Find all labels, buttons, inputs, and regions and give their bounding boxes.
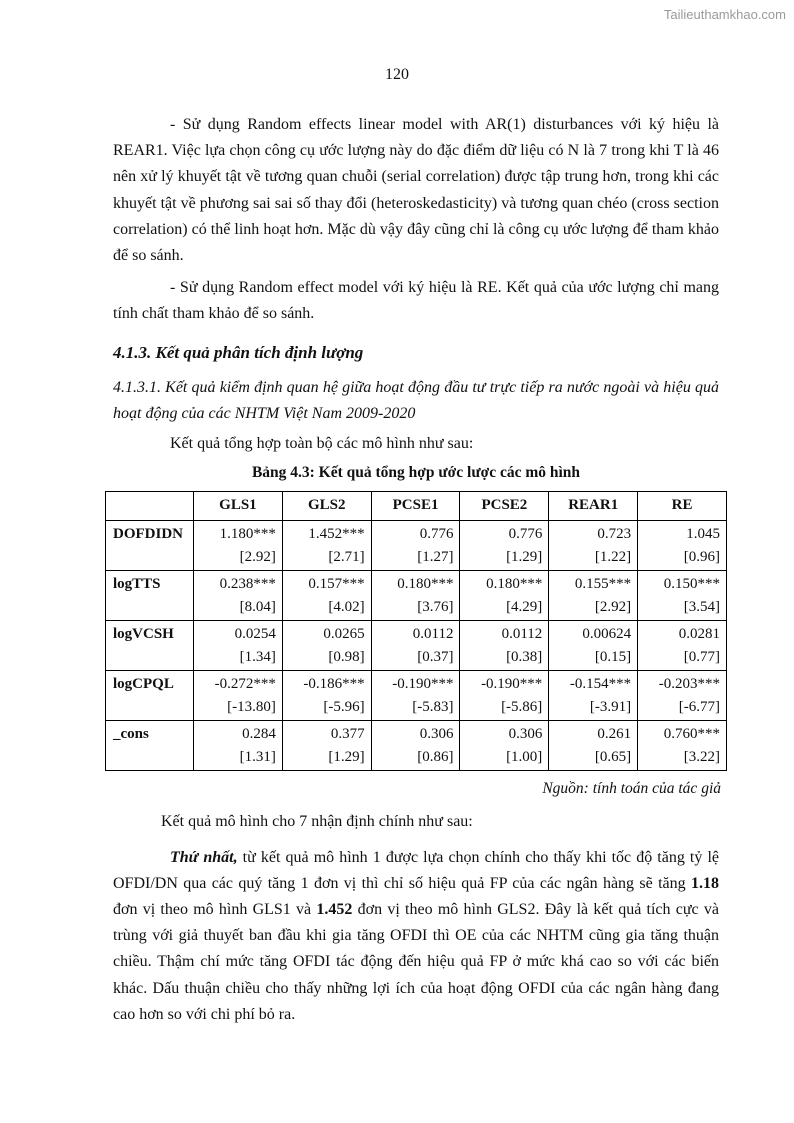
- header-gls2: GLS2: [282, 491, 371, 520]
- coefficient-value: 0.776: [419, 525, 454, 542]
- table-cell: [460, 620, 549, 670]
- table-cell: [549, 670, 638, 720]
- header-empty: [106, 491, 194, 520]
- table-cell: [194, 520, 283, 570]
- t-statistic-value: [0.98]: [328, 649, 365, 666]
- paragraph-rear1: - Sử dụng Random effects linear model with AR(1) disturbances với ký hiệu là REAR1. Việc lựa chọn công cụ ước lượng này do đặc điểm dữ liệu có N là 7 trong khi T là 46 nên xử lý khuyết tật về tương quan chuỗi (serial correlation) được tập trung hơn, trong khi các khuyết tật về phương sai sai số thay đổi (heteroskedasticity) và tương quan chéo (cross section correlation) có thể linh hoạt hơn. Mặc dù vậy đây cũng chỉ là công cụ ước lượng để tham khảo để so sánh.: [113, 116, 719, 265]
- row-variable-label: [106, 570, 194, 620]
- t-statistic-value: [1.27]: [417, 549, 454, 566]
- row-variable-label: [106, 620, 194, 670]
- t-statistic-value: [3.22]: [683, 749, 720, 766]
- table-cell: [371, 570, 460, 620]
- coefficient-value: 0.238***: [219, 575, 276, 592]
- table-cell: [549, 720, 638, 770]
- coefficient-value: 0.306: [419, 725, 454, 742]
- t-statistic-value: [-3.91]: [589, 699, 632, 716]
- table-header-row: [106, 491, 727, 520]
- t-statistic-value: [2.71]: [328, 549, 365, 566]
- variable-name: logTTS: [113, 575, 161, 592]
- table-cell: [371, 720, 460, 770]
- table-cell: [194, 670, 283, 720]
- t-statistic-value: [-5.83]: [412, 699, 454, 716]
- t-statistic-value: [2.92]: [239, 549, 276, 566]
- findings-intro: Kết quả mô hình cho 7 nhận định chính như sau:: [161, 812, 473, 830]
- table-cell: [282, 570, 371, 620]
- t-statistic-value: [-6.77]: [678, 699, 720, 716]
- t-statistic-value: [0.77]: [683, 649, 720, 666]
- coefficient-value: 0.157***: [308, 575, 365, 592]
- variable-name: logVCSH: [113, 625, 174, 642]
- table-cell: [282, 620, 371, 670]
- coefficient-value: -0.186***: [303, 675, 365, 692]
- finding-1: [113, 845, 719, 1028]
- finding-1-text-b: đơn vị theo mô hình GLS1 và: [113, 901, 317, 919]
- t-statistic-value: [8.04]: [239, 599, 276, 616]
- t-statistic-value: [0.96]: [683, 549, 720, 566]
- table-source: Nguồn: tính toán của tác giả: [542, 779, 721, 797]
- table-cell: [549, 520, 638, 570]
- finding-1-value-gls1: 1.18: [691, 874, 719, 892]
- row-variable-label: [106, 670, 194, 720]
- table-cell: [282, 520, 371, 570]
- section-heading: 4.1.3. Kết quả phân tích định lượng: [113, 342, 364, 362]
- t-statistic-value: [4.29]: [506, 599, 543, 616]
- table-cell: [549, 570, 638, 620]
- table-cell: [460, 570, 549, 620]
- coefficient-value: 0.155***: [574, 575, 632, 592]
- t-statistic-value: [1.22]: [594, 549, 632, 566]
- coefficient-value: -0.154***: [569, 675, 632, 692]
- coefficient-value: -0.190***: [481, 675, 543, 692]
- variable-name: logCPQL: [113, 675, 174, 692]
- t-statistic-value: [0.38]: [506, 649, 543, 666]
- paragraph-re: - Sử dụng Random effect model với ký hiệu là RE. Kết quả của ước lượng chỉ mang tính chất tham khảo để so sánh.: [113, 279, 719, 323]
- table-caption: Bảng 4.3: Kết quả tổng hợp ước lược các mô hình: [251, 463, 581, 481]
- table-row: [106, 570, 727, 620]
- t-statistic-value: [-13.80]: [227, 699, 276, 716]
- coefficient-value: -0.272***: [214, 675, 276, 692]
- t-statistic-value: [0.65]: [594, 749, 632, 766]
- coefficient-value: 0.0281: [678, 625, 720, 642]
- table-cell: [371, 520, 460, 570]
- table-cell: [371, 620, 460, 670]
- results-table: [105, 491, 727, 771]
- coefficient-value: 0.150***: [663, 575, 720, 592]
- header-pcse1: PCSE1: [371, 491, 460, 520]
- t-statistic-value: [4.02]: [328, 599, 365, 616]
- document-body: [113, 112, 719, 1028]
- t-statistic-value: [1.31]: [239, 749, 276, 766]
- finding-1-text-c: đơn vị theo mô hình GLS2. Đây là kết quả tích cực và trùng với giả thuyết ban đầu khi gia tăng OFDI thì OE của các NHTM cũng gia tăng thuận chiều. Thậm chí mức tăng OFDI tác động đến hiệu quả FP ở mức khá cao so với các biến khác. Dấu thuận chiều cho thấy những lợi ích của hoạt động OFDI của các ngân hàng đang cao hơn so với chi phí bỏ ra.: [113, 901, 720, 1023]
- t-statistic-value: [3.54]: [683, 599, 720, 616]
- t-statistic-value: [1.29]: [506, 549, 543, 566]
- coefficient-value: 0.760***: [663, 725, 720, 742]
- t-statistic-value: [1.29]: [328, 749, 365, 766]
- table-cell: [194, 720, 283, 770]
- coefficient-value: 0.0254: [234, 625, 276, 642]
- t-statistic-value: [0.86]: [417, 749, 454, 766]
- table-row: [106, 720, 727, 770]
- finding-1-label: Thứ nhất,: [170, 848, 238, 866]
- finding-1-value-gls2: 1.452: [316, 901, 353, 919]
- table-cell: [638, 720, 727, 770]
- t-statistic-value: [3.76]: [417, 599, 454, 616]
- coefficient-value: 0.723: [597, 525, 632, 542]
- variable-name: DOFDIDN: [113, 525, 183, 542]
- table-cell: [371, 670, 460, 720]
- table-cell: [194, 620, 283, 670]
- coefficient-value: -0.190***: [392, 675, 454, 692]
- table-row: [106, 620, 727, 670]
- watermark: Tailieuthamkhao.com: [663, 7, 786, 22]
- t-statistic-value: [1.00]: [506, 749, 543, 766]
- page-number: 120: [385, 66, 409, 83]
- coefficient-value: 0.306: [508, 725, 543, 742]
- coefficient-value: 0.377: [330, 725, 365, 742]
- t-statistic-value: [2.92]: [594, 599, 632, 616]
- coefficient-value: 1.180***: [219, 525, 276, 542]
- table-cell: [460, 720, 549, 770]
- t-statistic-value: [0.15]: [594, 649, 632, 666]
- table-cell: [460, 670, 549, 720]
- variable-name: _cons: [113, 725, 149, 742]
- coefficient-value: 0.0265: [323, 625, 365, 642]
- coefficient-value: -0.203***: [658, 675, 720, 692]
- table-lead-text: Kết quả tổng hợp toàn bộ các mô hình như sau:: [170, 434, 474, 452]
- coefficient-value: 0.261: [597, 725, 632, 742]
- coefficient-value: 0.284: [242, 725, 276, 742]
- row-variable-label: [106, 720, 194, 770]
- finding-1-text-a: từ kết quả mô hình 1 được lựa chọn chính cho thấy khi tốc độ tăng tỷ lệ OFDI/DN qua các quý tăng 1 đơn vị thì chỉ số hiệu quả FP của các ngân hàng sẽ tăng: [113, 848, 720, 892]
- table-row: [106, 670, 727, 720]
- table-cell: [282, 670, 371, 720]
- header-rear1: REAR1: [549, 491, 638, 520]
- header-gls1: GLS1: [194, 491, 283, 520]
- table-cell: [638, 620, 727, 670]
- coefficient-value: 0.776: [508, 525, 543, 542]
- table-cell: [638, 670, 727, 720]
- subsection-heading: 4.1.3.1. Kết quả kiểm định quan hệ giữa hoạt động đầu tư trực tiếp ra nước ngoài và hiệu quả hoạt động của các NHTM Việt Nam 2009-2020: [113, 378, 719, 422]
- table-cell: [549, 620, 638, 670]
- header-re: RE: [638, 491, 727, 520]
- table-cell: [194, 570, 283, 620]
- row-variable-label: [106, 520, 194, 570]
- table-cell: [638, 570, 727, 620]
- t-statistic-value: [1.34]: [239, 649, 276, 666]
- coefficient-value: 0.180***: [397, 575, 454, 592]
- table-cell: [282, 720, 371, 770]
- table-row: [106, 520, 727, 570]
- coefficient-value: 1.045: [686, 525, 720, 542]
- coefficient-value: 0.0112: [412, 625, 454, 642]
- t-statistic-value: [-5.96]: [323, 699, 365, 716]
- coefficient-value: 0.180***: [486, 575, 543, 592]
- coefficient-value: 0.00624: [582, 625, 632, 642]
- table-cell: [638, 520, 727, 570]
- t-statistic-value: [0.37]: [417, 649, 454, 666]
- coefficient-value: 0.0112: [501, 625, 543, 642]
- t-statistic-value: [-5.86]: [501, 699, 543, 716]
- table-cell: [460, 520, 549, 570]
- header-pcse2: PCSE2: [460, 491, 549, 520]
- coefficient-value: 1.452***: [308, 525, 365, 542]
